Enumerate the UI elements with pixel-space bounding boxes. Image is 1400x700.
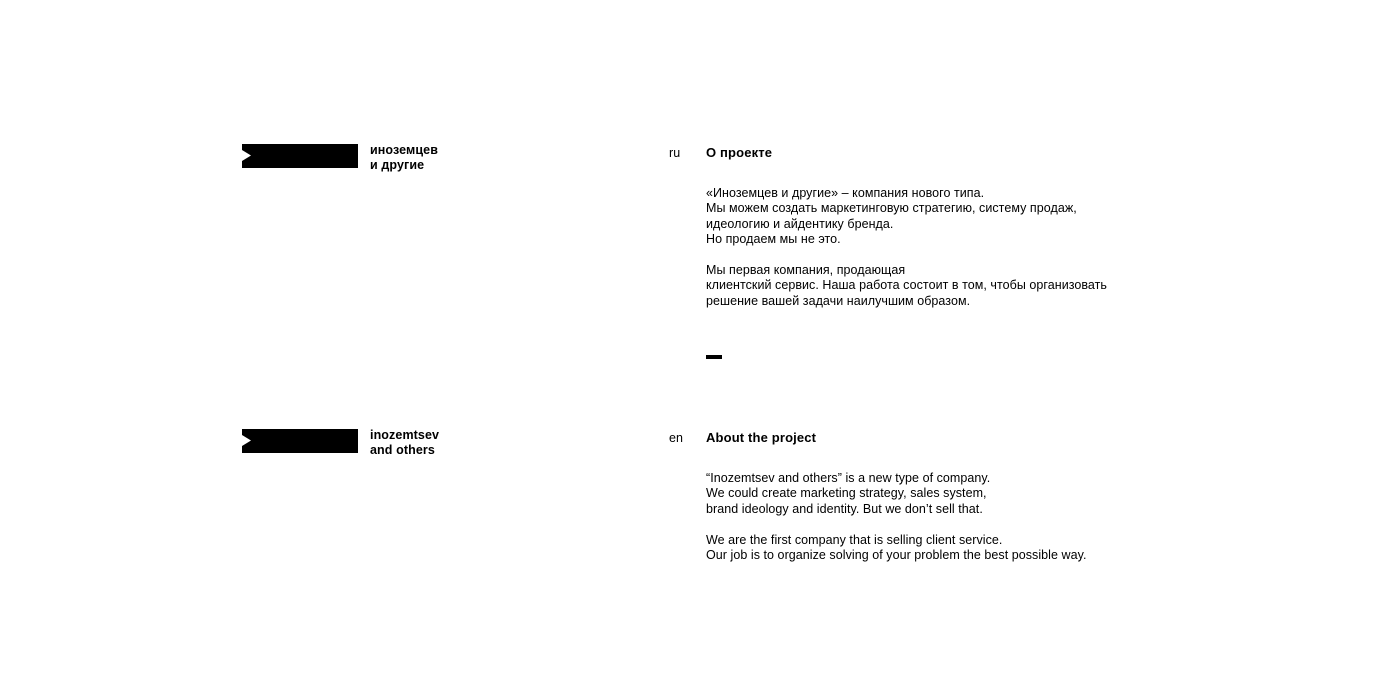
paragraph <box>706 533 1346 564</box>
paragraph-line: Мы первая компания, продающая <box>706 263 906 278</box>
language-tag-en[interactable]: en <box>669 431 684 445</box>
wordmark-line: inozemtsev <box>370 428 440 442</box>
paragraph-line: «Иноземцев и другие» – компания нового типа. <box>706 186 985 200</box>
wordmark-ru <box>370 144 438 171</box>
paragraph <box>706 471 1346 517</box>
paragraph-line: клиентский сервис. Наша работа состоит в том, чтобы организовать <box>706 278 1107 293</box>
inozemtsev-logo-mark-icon <box>242 144 358 168</box>
paragraph <box>706 263 1346 309</box>
wordmark-line: иноземцев <box>370 143 439 157</box>
wordmark-en <box>370 429 439 456</box>
paragraph-line: Но продаем мы не это. <box>706 232 841 247</box>
paragraph-line: We are the first company that is selling client service. <box>706 532 1003 547</box>
brand-lockup-ru <box>242 144 438 171</box>
language-tag-ru[interactable]: ru <box>669 146 681 160</box>
section-divider-dash <box>706 355 722 359</box>
paragraph-line: решение вашей задачи наилучшим образом. <box>706 293 971 308</box>
content-column-en <box>706 429 1346 563</box>
section-title-ru: О проекте <box>706 145 773 160</box>
content-column-ru <box>706 144 1346 359</box>
wordmark-line: и другие <box>370 157 425 172</box>
paragraph-line: идеологию и айдентику бренда. <box>706 216 894 231</box>
paragraph-line: “Inozemtsev and others” is a new type of company. <box>706 471 991 485</box>
wordmark-line: and others <box>370 442 435 457</box>
brand-lockup-en <box>242 429 439 456</box>
paragraph <box>706 186 1346 248</box>
section-title-en: About the project <box>706 430 817 445</box>
paragraph-line: Мы можем создать маркетинговую стратегию, систему продаж, <box>706 201 1077 216</box>
inozemtsev-logo-mark-icon <box>242 429 358 453</box>
paragraph-line: We could create marketing strategy, sales system, <box>706 486 987 501</box>
paragraph-line: Our job is to organize solving of your problem the best possible way. <box>706 548 1087 563</box>
paragraph-line: brand ideology and identity. But we don’t sell that. <box>706 501 983 516</box>
